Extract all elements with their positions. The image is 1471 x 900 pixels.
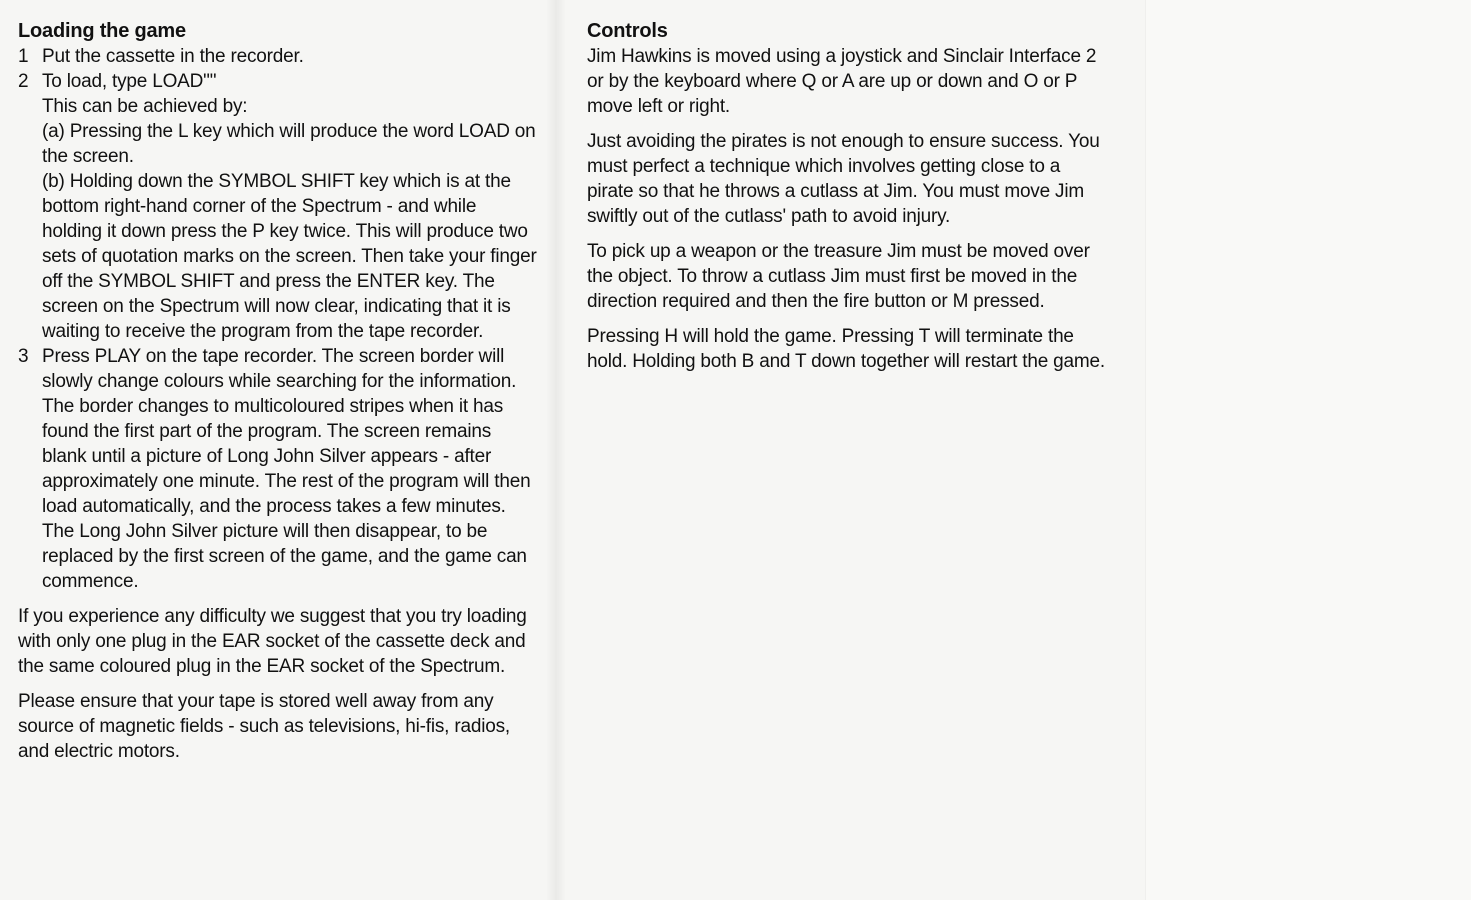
loading-column [18, 18, 538, 764]
step-body [42, 69, 538, 344]
controls-paragraph-4: Pressing H will hold the game. Pressing T will terminate the hold. Holding both B and T down together will restart the game. [587, 326, 1105, 372]
step-body [42, 344, 538, 594]
step-text: To load, type LOAD"" [42, 71, 217, 92]
difficulty-paragraph: If you experience any difficulty we suggest that you try loading with only one plug in the EAR socket of the cassette deck and the same coloured plug in the EAR socket of the Spectrum. [18, 606, 527, 677]
loading-step-1 [18, 44, 538, 69]
step-text: (b) Holding down the SYMBOL SHIFT key which is at the bottom right-hand corner of the Spectrum - and while holding it down press the P key twice. This will produce two sets of quotation marks on the screen. Then take your finger off the SYMBOL SHIFT and press the ENTER key. The screen on the Spectrum will now clear, indicating that it is waiting to receive the program from the tape recorder. [42, 171, 537, 342]
controls-paragraph-3: To pick up a weapon or the treasure Jim must be moved over the object. To throw a cutlass Jim must first be moved in the direction required and then the fire button or M pressed. [587, 241, 1090, 312]
controls-column [587, 18, 1107, 374]
controls-paragraph-1: Jim Hawkins is moved using a joystick and Sinclair Interface 2 or by the keyboard where Q or A are up or down and O or P move left or right. [587, 46, 1097, 117]
step-number: 1 [18, 46, 29, 67]
step-text: This can be achieved by: [42, 96, 248, 117]
controls-paragraph-2: Just avoiding the pirates is not enough to ensure success. You must perfect a technique which involves getting close to a pirate so that he throws a cutlass at Jim. You must move Jim swiftly out of the cutlass' path to avoid injury. [587, 131, 1100, 227]
step-text: (a) Pressing the L key which will produce the word LOAD on the screen. [42, 121, 536, 167]
step-text: Put the cassette in the recorder. [42, 46, 304, 67]
blank-right-panel [1145, 0, 1471, 900]
loading-heading: Loading the game [18, 20, 186, 42]
controls-heading: Controls [587, 20, 668, 42]
step-text: Press PLAY on the tape recorder. The screen border will slowly change colours while searching for the information. The border changes to multicoloured stripes when it has found the first part of the program. The screen remains blank until a picture of Long John Silver appears - after approximately one minute. The rest of the program will then load automatically, and the process takes a few minutes. The Long John Silver picture will then disappear, to be replaced by the first screen of the game, and the game can commence. [42, 346, 531, 592]
step-number: 2 [18, 71, 29, 92]
step-number: 3 [18, 346, 29, 367]
loading-step-3 [18, 344, 538, 594]
storage-paragraph: Please ensure that your tape is stored well away from any source of magnetic fields - such as televisions, hi-fis, radios, and electric motors. [18, 691, 510, 762]
page-fold [546, 0, 566, 900]
loading-steps [18, 44, 538, 594]
step-body [42, 44, 538, 69]
loading-step-2 [18, 69, 538, 344]
